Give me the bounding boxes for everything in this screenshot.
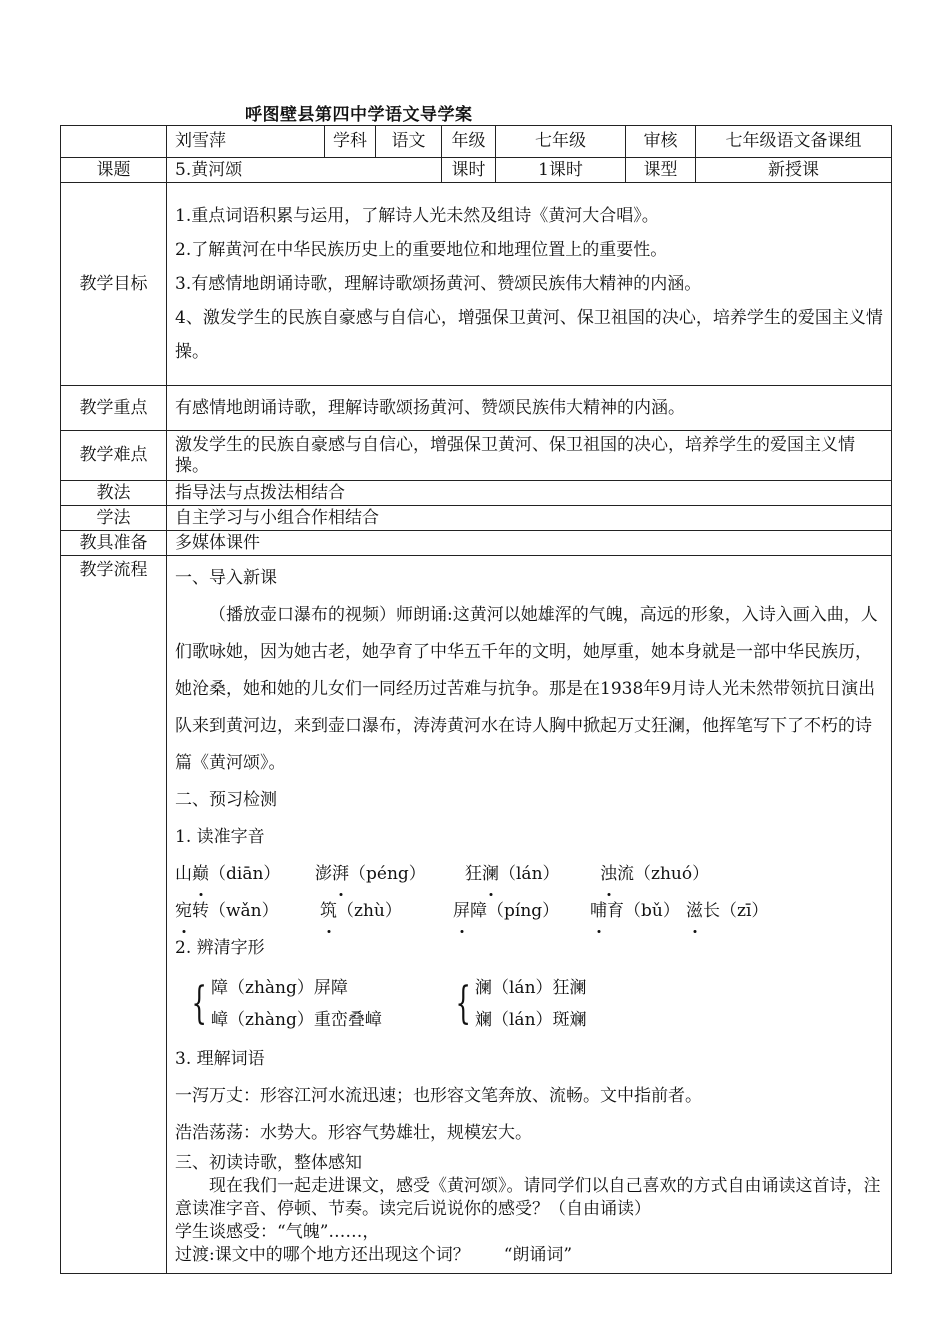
grade-value: 七年级 — [496, 126, 626, 158]
glyph-compare — [175, 969, 883, 1039]
hours-value: 1课时 — [496, 158, 626, 183]
type-value: 新授课 — [696, 158, 892, 183]
tools-label: 教具准备 — [61, 531, 167, 556]
pinyin-row-2 — [175, 893, 883, 930]
pinyin-word: 浊流（zhuó） — [600, 856, 709, 893]
type-label: 课型 — [626, 158, 696, 183]
topic-row — [61, 158, 892, 183]
pinyin-word: 屏障（píng） — [453, 893, 590, 930]
subsection-title: 1. 读准字音 — [175, 827, 265, 847]
tools-content: 多媒体课件 — [167, 531, 892, 556]
intro-paragraph: （播放壶口瀑布的视频）师朗诵:这黄河以她雄浑的气魄，高远的形象，入诗入画入曲，人们歌咏她，因为她古老，她孕育了中华五千年的文明，她厚重，她本身就是一部中华民族历，她沧桑，她和她的儿女们一同经历过苦难与抗争。那是在1938年9月诗人光未然带领抗日演出队来到黄河边，来到壶口瀑布，涛涛黄河水在诗人胸中掀起万丈狂澜，他挥笔写下了不朽的诗篇《黄河颂》。 — [175, 605, 878, 773]
focus-content: 有感情地朗诵诗歌，理解诗歌颂扬黄河、赞颂民族伟大精神的内涵。 — [167, 386, 892, 431]
section-title: 三、初读诗歌，整体感知 — [175, 1153, 362, 1173]
focus-label: 教学重点 — [61, 386, 167, 431]
flow-label: 教学流程 — [61, 556, 167, 1274]
method-row — [61, 481, 892, 506]
pinyin-row-1 — [175, 856, 883, 893]
study-row — [61, 506, 892, 531]
objectives-row — [61, 183, 892, 386]
objectives-label: 教学目标 — [61, 183, 167, 386]
topic-label: 课题 — [61, 158, 167, 183]
objectives-content — [167, 183, 892, 386]
vocab-item: 浩浩荡荡：水势大。形容气势雄壮，规模宏大。 — [175, 1123, 532, 1143]
difficulty-row — [61, 431, 892, 481]
topic-value: 5.黄河颂 — [167, 158, 442, 183]
brace-icon: { — [191, 978, 207, 1029]
pinyin-word: 山巅（diān） — [175, 856, 315, 893]
tools-row — [61, 531, 892, 556]
pinyin-word: 滋长（zī） — [686, 893, 768, 930]
pinyin-word: 澎湃（péng） — [315, 856, 465, 893]
study-label: 学法 — [61, 506, 167, 531]
glyph-pair-right: 澜（lán）狂澜 斓（lán）斑斓 — [475, 978, 587, 1030]
method-content: 指导法与点拨法相结合 — [167, 481, 892, 506]
subsection-title: 3. 理解词语 — [175, 1049, 265, 1069]
page-title: 呼图壁县第四中学语文导学案 — [245, 105, 473, 125]
header-blank-cell — [61, 126, 167, 158]
subject-label: 学科 — [325, 126, 376, 158]
transition-line: 过渡:课文中的哪个地方还出现这个词？ “朗诵词” — [175, 1245, 573, 1265]
reading-paragraph: 现在我们一起走进课文，感受《黄河颂》。请同学们以自己喜欢的方式自由诵读这首诗，注意读准字音、停顿、节奏。读完后说说你的感受？（自由诵读） — [175, 1176, 881, 1219]
section-title: 一、导入新课 — [175, 568, 277, 588]
grade-label: 年级 — [442, 126, 496, 158]
glyph-pair-left: 障（zhàng）屏障 嶂（zhàng）重峦叠嶂 — [211, 978, 382, 1030]
pinyin-word: 哺育（bǔ） — [590, 893, 686, 930]
hours-label: 课时 — [442, 158, 496, 183]
flow-row — [61, 556, 892, 1274]
pinyin-word: 筑（zhù） — [320, 893, 453, 930]
lesson-plan-table — [60, 125, 892, 1274]
teacher-name: 刘雪萍 — [167, 126, 325, 158]
review-value: 七年级语文备课组 — [696, 126, 892, 158]
pinyin-word: 狂澜（lán） — [465, 856, 600, 893]
focus-row — [61, 386, 892, 431]
study-content: 自主学习与小组合作相结合 — [167, 506, 892, 531]
difficulty-label: 教学难点 — [61, 431, 167, 481]
section-title: 二、预习检测 — [175, 790, 277, 810]
student-feedback: 学生谈感受：“气魄”……， — [175, 1222, 380, 1242]
vocab-item: 一泻万丈：形容江河水流迅速；也形容文笔奔放、流畅。文中指前者。 — [175, 1086, 702, 1106]
flow-content — [167, 556, 892, 1274]
subject-value: 语文 — [376, 126, 442, 158]
difficulty-content: 激发学生的民族自豪感与自信心，增强保卫黄河、保卫祖国的决心，培养学生的爱国主义情操。 — [167, 431, 892, 481]
brace-icon: { — [455, 978, 471, 1029]
objective-item: 1.重点词语积累与运用，了解诗人光未然及组诗《黄河大合唱》。 — [175, 206, 659, 226]
header-row — [61, 126, 892, 158]
objective-item: 2.了解黄河在中华民族历史上的重要地位和地理位置上的重要性。 — [175, 240, 668, 260]
review-label: 审核 — [626, 126, 696, 158]
pinyin-word: 宛转（wǎn） — [175, 893, 320, 930]
subsection-title: 2. 辨清字形 — [175, 938, 265, 958]
objective-item: 3.有感情地朗诵诗歌，理解诗歌颂扬黄河、赞颂民族伟大精神的内涵。 — [175, 274, 702, 294]
objective-item: 4、激发学生的民族自豪感与自信心，增强保卫黄河、保卫祖国的决心，培养学生的爱国主义情操。 — [175, 308, 883, 362]
method-label: 教法 — [61, 481, 167, 506]
